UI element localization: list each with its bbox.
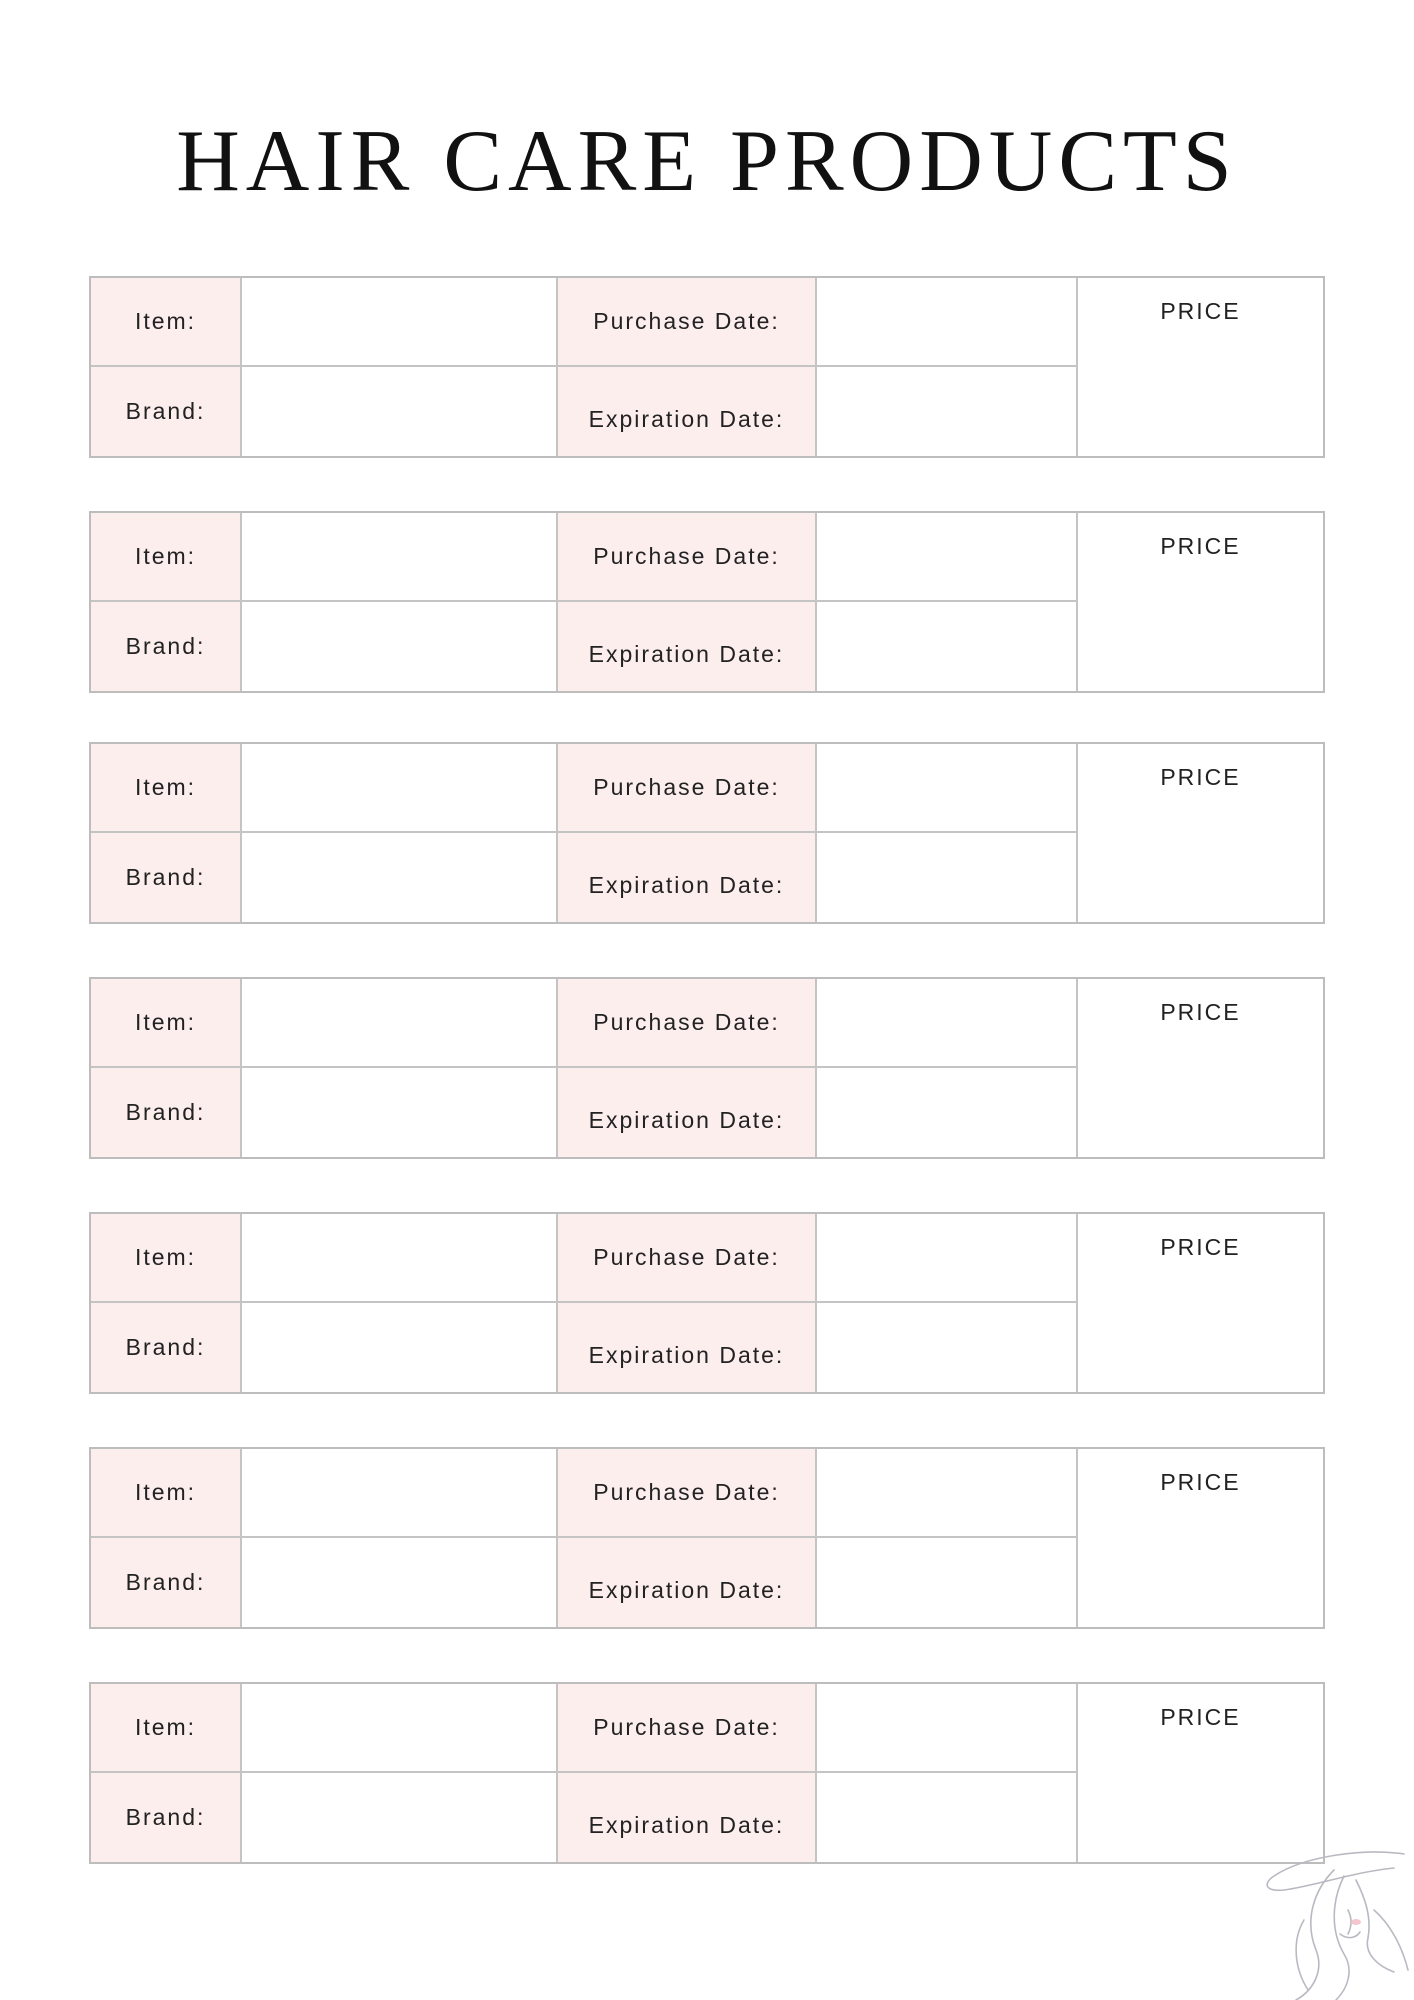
brand-field[interactable] bbox=[242, 1538, 558, 1627]
price-label: PRICE bbox=[1160, 999, 1241, 1025]
item-label: Item: bbox=[91, 1449, 242, 1538]
expiration-date-field[interactable] bbox=[817, 1303, 1078, 1392]
purchase-date-field[interactable] bbox=[817, 744, 1078, 833]
brand-label: Brand: bbox=[91, 1773, 242, 1862]
expiration-date-label: Expiration Date: bbox=[558, 1773, 817, 1862]
brand-field[interactable] bbox=[242, 1068, 558, 1157]
item-label: Item: bbox=[91, 513, 242, 602]
expiration-date-field[interactable] bbox=[817, 1538, 1078, 1627]
expiration-date-label: Expiration Date: bbox=[558, 1303, 817, 1392]
price-label: PRICE bbox=[1160, 1234, 1241, 1260]
item-field[interactable] bbox=[242, 1449, 558, 1538]
item-field[interactable] bbox=[242, 1684, 558, 1773]
item-field[interactable] bbox=[242, 979, 558, 1068]
expiration-date-field[interactable] bbox=[817, 367, 1078, 456]
price-box[interactable] bbox=[1078, 979, 1323, 1157]
product-card bbox=[89, 511, 1325, 693]
expiration-date-label: Expiration Date: bbox=[558, 1068, 817, 1157]
item-field[interactable] bbox=[242, 513, 558, 602]
brand-label: Brand: bbox=[91, 1068, 242, 1157]
brand-field[interactable] bbox=[242, 602, 558, 691]
brand-label: Brand: bbox=[91, 1538, 242, 1627]
item-label: Item: bbox=[91, 979, 242, 1068]
expiration-date-label: Expiration Date: bbox=[558, 367, 817, 456]
brand-field[interactable] bbox=[242, 367, 558, 456]
expiration-date-field[interactable] bbox=[817, 1068, 1078, 1157]
item-field[interactable] bbox=[242, 278, 558, 367]
item-label: Item: bbox=[91, 1214, 242, 1303]
item-label: Item: bbox=[91, 278, 242, 367]
price-box[interactable] bbox=[1078, 278, 1323, 456]
purchase-date-field[interactable] bbox=[817, 1449, 1078, 1538]
product-card bbox=[89, 977, 1325, 1159]
woman-hair-line-art-icon bbox=[1244, 1850, 1414, 2000]
price-label: PRICE bbox=[1160, 1704, 1241, 1730]
brand-label: Brand: bbox=[91, 1303, 242, 1392]
expiration-date-label: Expiration Date: bbox=[558, 602, 817, 691]
price-label: PRICE bbox=[1160, 1469, 1241, 1495]
purchase-date-field[interactable] bbox=[817, 1214, 1078, 1303]
purchase-date-label: Purchase Date: bbox=[558, 1214, 817, 1303]
product-card bbox=[89, 1212, 1325, 1394]
purchase-date-field[interactable] bbox=[817, 1684, 1078, 1773]
price-label: PRICE bbox=[1160, 764, 1241, 790]
item-field[interactable] bbox=[242, 744, 558, 833]
purchase-date-label: Purchase Date: bbox=[558, 1449, 817, 1538]
expiration-date-field[interactable] bbox=[817, 602, 1078, 691]
page-title: HAIR CARE PRODUCTS bbox=[176, 113, 1238, 210]
price-box[interactable] bbox=[1078, 744, 1323, 922]
purchase-date-label: Purchase Date: bbox=[558, 513, 817, 602]
item-label: Item: bbox=[91, 744, 242, 833]
expiration-date-label: Expiration Date: bbox=[558, 1538, 817, 1627]
product-card bbox=[89, 276, 1325, 458]
brand-field[interactable] bbox=[242, 1303, 558, 1392]
brand-label: Brand: bbox=[91, 602, 242, 691]
purchase-date-label: Purchase Date: bbox=[558, 1684, 817, 1773]
purchase-date-field[interactable] bbox=[817, 979, 1078, 1068]
item-field[interactable] bbox=[242, 1214, 558, 1303]
product-card bbox=[89, 1682, 1325, 1864]
expiration-date-field[interactable] bbox=[817, 833, 1078, 922]
purchase-date-label: Purchase Date: bbox=[558, 744, 817, 833]
purchase-date-label: Purchase Date: bbox=[558, 278, 817, 367]
expiration-date-field[interactable] bbox=[817, 1773, 1078, 1862]
purchase-date-field[interactable] bbox=[817, 278, 1078, 367]
price-box[interactable] bbox=[1078, 513, 1323, 691]
product-card bbox=[89, 1447, 1325, 1629]
brand-field[interactable] bbox=[242, 1773, 558, 1862]
brand-field[interactable] bbox=[242, 833, 558, 922]
price-box[interactable] bbox=[1078, 1449, 1323, 1627]
item-label: Item: bbox=[91, 1684, 242, 1773]
brand-label: Brand: bbox=[91, 833, 242, 922]
purchase-date-label: Purchase Date: bbox=[558, 979, 817, 1068]
price-label: PRICE bbox=[1160, 533, 1241, 559]
expiration-date-label: Expiration Date: bbox=[558, 833, 817, 922]
purchase-date-field[interactable] bbox=[817, 513, 1078, 602]
brand-label: Brand: bbox=[91, 367, 242, 456]
price-label: PRICE bbox=[1160, 298, 1241, 324]
product-card bbox=[89, 742, 1325, 924]
price-box[interactable] bbox=[1078, 1684, 1323, 1862]
price-box[interactable] bbox=[1078, 1214, 1323, 1392]
